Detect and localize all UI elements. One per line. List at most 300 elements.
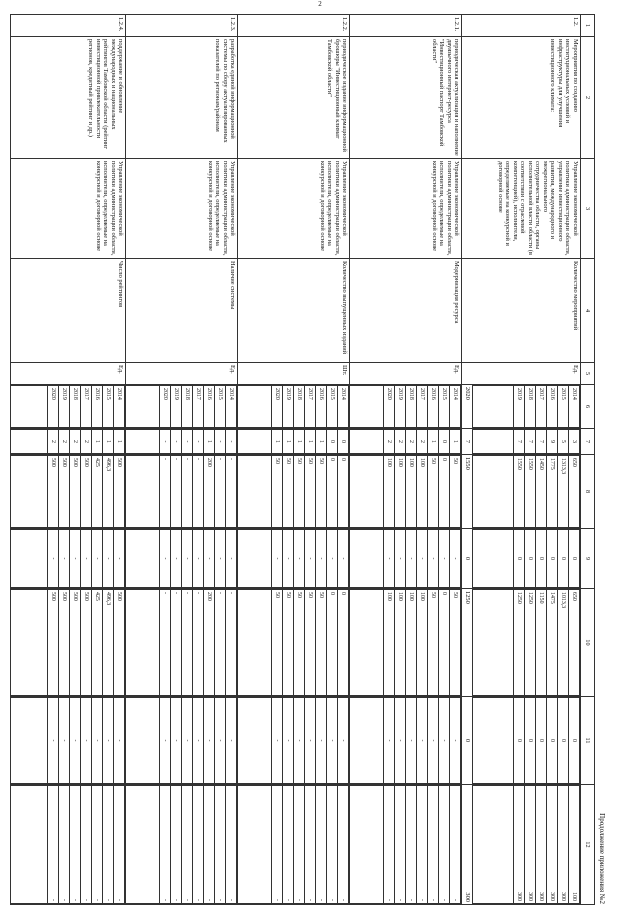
year-line: [81, 456, 92, 528]
value-cell: 50: [428, 590, 439, 696]
year-line: [226, 530, 237, 588]
spacer-cell: [238, 786, 272, 904]
spacer-cell: [350, 786, 384, 904]
year-line: [92, 386, 103, 428]
value-cell: -: [59, 786, 70, 904]
total-indicator: 7: [462, 429, 473, 455]
year-line: [558, 456, 569, 528]
value-cell: 1: [92, 430, 103, 454]
value-cell: 1013,3: [558, 590, 569, 696]
total-funding: [350, 455, 461, 528]
year-line: [272, 590, 283, 696]
value-cell: 5: [558, 430, 569, 454]
year-line: [215, 590, 226, 696]
year-line: [215, 530, 226, 588]
value-cell: -: [81, 530, 92, 588]
value-cell: 0: [439, 456, 450, 528]
value-cell: -: [338, 530, 349, 588]
unit: Ед.: [462, 363, 581, 385]
total-sum: 1550: [462, 455, 473, 529]
value-cell: 200: [204, 456, 215, 528]
value-cell: 300: [558, 786, 569, 904]
spacer-line: [126, 456, 160, 528]
spacer-cell: [126, 456, 160, 528]
year-line: [547, 456, 558, 528]
year-line: [428, 430, 439, 454]
value-cell: 0: [514, 530, 525, 588]
year-cell: 2017: [417, 386, 428, 428]
total-funding: [238, 455, 349, 528]
value-cell: -: [406, 530, 417, 588]
value-cell: -: [70, 786, 81, 904]
year-line: [81, 698, 92, 784]
year-cell: 2016: [92, 386, 103, 428]
value-cell: 1150: [536, 590, 547, 696]
year-line: [305, 590, 316, 696]
value-cell: 2: [81, 430, 92, 454]
year-cell: 2014: [226, 386, 237, 428]
measure-number: 1.2.3.: [126, 15, 238, 37]
year-line: [59, 530, 70, 588]
year-line: [450, 386, 461, 428]
header-number: 6: [581, 385, 595, 429]
year-line: [327, 386, 338, 428]
year-line: [48, 530, 59, 588]
year-line: [283, 386, 294, 428]
value-cell: -: [171, 530, 182, 588]
value-cell: -: [92, 786, 103, 904]
year-line: [439, 430, 450, 454]
year-line: [103, 530, 114, 588]
spacer-cell: [238, 386, 272, 428]
year-line: [428, 590, 439, 696]
spacer-line: [238, 386, 272, 428]
year-line: [283, 530, 294, 588]
spacer-line: [126, 698, 160, 784]
year-line: [272, 386, 283, 428]
value-cell: 650: [569, 590, 580, 696]
year-line: [338, 430, 349, 454]
regional-funding: [473, 589, 580, 696]
value-cell: -: [450, 786, 461, 904]
year-line: [48, 456, 59, 528]
executor: Управление экономической политики администрации области, исполнители, определяемые на конкурсной и договорной основе: [238, 159, 350, 259]
year-line: [215, 456, 226, 528]
value-cell: -: [171, 456, 182, 528]
spacer-cell: [350, 386, 384, 428]
value-cell: -: [439, 786, 450, 904]
value-cell: 50: [428, 456, 439, 528]
year-line: [70, 430, 81, 454]
value-cell: 0: [569, 530, 580, 588]
value-cell: -: [439, 698, 450, 784]
value-cell: 1: [204, 430, 215, 454]
year-line: [226, 698, 237, 784]
spacer-line: [473, 590, 514, 696]
value-cell: 1: [114, 430, 125, 454]
year-line: [114, 698, 125, 784]
value-cell: 1: [294, 430, 305, 454]
year-line: [182, 456, 193, 528]
year-line: [327, 698, 338, 784]
value-cell: -: [204, 530, 215, 588]
value-cell: -: [70, 530, 81, 588]
year-line: [294, 530, 305, 588]
year-line: [536, 786, 547, 904]
value-cell: -: [305, 530, 316, 588]
year-line: [428, 386, 439, 428]
regional-funding: [238, 589, 349, 696]
year-line: [272, 698, 283, 784]
year-cell: 2016: [316, 386, 327, 428]
spacer-cell: [473, 456, 514, 528]
spacer-cell: [473, 530, 514, 588]
year-line: [283, 786, 294, 904]
year-line: [316, 698, 327, 784]
value-cell: 1: [305, 430, 316, 454]
value-cell: -: [171, 698, 182, 784]
year-cell: 2020: [48, 386, 59, 428]
year-line: [272, 456, 283, 528]
value-cell: -: [182, 786, 193, 904]
value-cell: -: [103, 530, 114, 588]
year-line: [569, 430, 580, 454]
other-funding: [473, 785, 580, 904]
spacer-cell: [473, 430, 514, 454]
year-line: [525, 786, 536, 904]
indicator: Количество мероприятий: [462, 259, 581, 363]
year-line: [305, 430, 316, 454]
year-line: [81, 786, 92, 904]
federal-funding: [126, 529, 237, 588]
year-cell: 2017: [536, 386, 547, 428]
spacer-line: [126, 590, 160, 696]
value-cell: 1: [428, 430, 439, 454]
year-line: [182, 430, 193, 454]
year-line: [70, 698, 81, 784]
year-list: [126, 385, 237, 428]
year-line: [305, 386, 316, 428]
value-cell: -: [160, 786, 171, 904]
year-line: [439, 698, 450, 784]
local-funding: [350, 697, 461, 784]
year-line: [384, 590, 395, 696]
value-cell: 100: [384, 456, 395, 528]
value-cell: 1450: [536, 456, 547, 528]
value-cell: -: [439, 530, 450, 588]
year-cell: 2018: [406, 386, 417, 428]
spacer-line: [11, 786, 48, 904]
indicator: Количество выпущенных изданий: [238, 259, 350, 363]
spacer-cell: [11, 430, 48, 454]
value-cell: -: [226, 456, 237, 528]
spacer-cell: [473, 386, 514, 428]
value-cell: -: [305, 698, 316, 784]
year-line: [417, 430, 428, 454]
unit: Ед.: [11, 363, 126, 385]
year-line: [514, 456, 525, 528]
year-line: [193, 456, 204, 528]
year-line: [160, 530, 171, 588]
value-cell: -: [272, 698, 283, 784]
year-line: [428, 698, 439, 784]
spacer-cell: [11, 698, 48, 784]
value-cell: -: [160, 530, 171, 588]
year-line: [59, 786, 70, 904]
year-line: [171, 698, 182, 784]
year-line: [204, 530, 215, 588]
value-cell: 50: [450, 590, 461, 696]
header-number: 3: [581, 159, 595, 259]
year-line: [294, 786, 305, 904]
year-line: [114, 430, 125, 454]
total-local: 0: [462, 697, 473, 785]
spacer-line: [238, 430, 272, 454]
header-numbers-row: [581, 15, 595, 905]
spacer-cell: [473, 590, 514, 696]
regional-funding: [11, 589, 125, 696]
value-cell: -: [193, 786, 204, 904]
spacer-line: [11, 456, 48, 528]
year-cell: 2015: [103, 386, 114, 428]
spacer-cell: [126, 786, 160, 904]
spacer-line: [238, 786, 272, 904]
year-line: [395, 386, 406, 428]
year-line: [193, 590, 204, 696]
value-cell: 500: [114, 456, 125, 528]
regional-funding: [126, 589, 237, 696]
year-line: [182, 786, 193, 904]
year-line: [48, 786, 59, 904]
value-cell: 2: [48, 430, 59, 454]
year-line: [569, 590, 580, 696]
value-cell: -: [48, 530, 59, 588]
value-cell: 500: [59, 456, 70, 528]
value-cell: -: [193, 530, 204, 588]
value-cell: 50: [450, 456, 461, 528]
value-cell: 100: [395, 456, 406, 528]
value-cell: -: [283, 786, 294, 904]
value-cell: -: [182, 430, 193, 454]
value-cell: 0: [536, 698, 547, 784]
year-line: [547, 590, 558, 696]
spacer-cell: [473, 786, 514, 904]
value-cell: -: [215, 698, 226, 784]
spacer-line: [473, 430, 514, 454]
value-cell: 0: [547, 530, 558, 588]
year-line: [327, 786, 338, 904]
value-cell: -: [226, 430, 237, 454]
value-cell: 650: [569, 456, 580, 528]
value-cell: 1550: [525, 456, 536, 528]
value-cell: -: [182, 698, 193, 784]
year-line: [569, 456, 580, 528]
year-line: [59, 386, 70, 428]
year-line: [92, 786, 103, 904]
executor: Управление экономической политики администрации области, управление инвестиционного развития, международного и межрегионального сотрудничества области, органы исполнительной власти области (в соответствии с отраслевой компетенцией), исполнители, определяемые на конкурсной и договорной основе: [462, 159, 581, 259]
year-line: [305, 530, 316, 588]
value-cell: -: [103, 698, 114, 784]
year-cell: 2019: [171, 386, 182, 428]
value-cell: 300: [547, 786, 558, 904]
year-line: [316, 456, 327, 528]
year-line: [547, 530, 558, 588]
year-line: [48, 430, 59, 454]
value-cell: -: [103, 786, 114, 904]
value-cell: -: [316, 698, 327, 784]
measure-row: [350, 15, 462, 905]
value-cell: 7: [525, 430, 536, 454]
spacer-cell: [350, 590, 384, 696]
year-line: [384, 456, 395, 528]
year-line: [81, 590, 92, 696]
value-cell: -: [417, 786, 428, 904]
year-line: [395, 530, 406, 588]
year-line: [81, 430, 92, 454]
year-line: [272, 786, 283, 904]
value-cell: 500: [114, 590, 125, 696]
value-cell: 0: [338, 430, 349, 454]
value-cell: -: [395, 698, 406, 784]
federal-funding: [350, 529, 461, 588]
value-cell: -: [384, 786, 395, 904]
regional-funding: [350, 589, 461, 696]
year-line: [439, 386, 450, 428]
executor: Управление экономической политики администрации области, исполнители, определяемые на конкурсной и договорной основе: [11, 159, 126, 259]
year-line: [406, 430, 417, 454]
measure-name: периодическое издание информационной брошюры "Инвестиционный климат Тамбовской области": [238, 37, 350, 159]
year-line: [558, 430, 569, 454]
header-number: 10: [581, 589, 595, 697]
spacer-line: [473, 698, 514, 784]
spacer-line: [350, 530, 384, 588]
value-cell: -: [70, 698, 81, 784]
value-cell: 50: [294, 590, 305, 696]
total-year: 2020: [462, 385, 473, 429]
year-line: [547, 698, 558, 784]
year-line: [338, 530, 349, 588]
value-cell: -: [272, 530, 283, 588]
year-line: [103, 786, 114, 904]
year-line: [514, 590, 525, 696]
other-funding: [350, 785, 461, 904]
value-cell: 500: [48, 590, 59, 696]
year-line: [406, 786, 417, 904]
year-line: [204, 386, 215, 428]
value-cell: -: [226, 590, 237, 696]
value-cell: -: [428, 698, 439, 784]
year-line: [395, 786, 406, 904]
year-line: [215, 386, 226, 428]
value-cell: -: [92, 698, 103, 784]
year-line: [81, 386, 92, 428]
value-cell: 425: [92, 590, 103, 696]
value-cell: 500: [59, 590, 70, 696]
year-line: [193, 430, 204, 454]
value-cell: -: [171, 430, 182, 454]
year-line: [226, 386, 237, 428]
year-cell: 2014: [569, 386, 580, 428]
year-line: [103, 386, 114, 428]
year-line: [338, 590, 349, 696]
spacer-line: [11, 430, 48, 454]
measure-number: 1.2.1.: [350, 15, 462, 37]
value-cell: 1: [272, 430, 283, 454]
year-line: [204, 786, 215, 904]
measure-name: периодическая актуализация и наполнение двуязычного интернет-ресурса "Инвестиционный паспорт Тамбовской области": [350, 37, 462, 159]
header-number: 8: [581, 455, 595, 529]
value-cell: -: [92, 530, 103, 588]
value-cell: 50: [305, 456, 316, 528]
value-cell: -: [226, 530, 237, 588]
year-cell: 2019: [395, 386, 406, 428]
spacer-cell: [126, 386, 160, 428]
value-cell: 0: [327, 430, 338, 454]
value-cell: -: [114, 786, 125, 904]
spacer-line: [238, 530, 272, 588]
value-cell: -: [114, 530, 125, 588]
program-measures-table: [10, 14, 595, 905]
year-line: [294, 590, 305, 696]
year-line: [439, 786, 450, 904]
year-cell: 2015: [558, 386, 569, 428]
value-cell: -: [59, 698, 70, 784]
value-cell: 2: [59, 430, 70, 454]
year-cell: 2014: [338, 386, 349, 428]
year-line: [384, 386, 395, 428]
year-line: [558, 590, 569, 696]
year-line: [305, 456, 316, 528]
value-cell: 50: [283, 456, 294, 528]
year-line: [59, 590, 70, 696]
year-list: [11, 385, 125, 428]
year-line: [384, 430, 395, 454]
value-cell: -: [81, 786, 92, 904]
measure-name: поддержание и обновление международных и национальных рейтингов Тамбовской области (рейтинг инвестиционной привлекательности регионов, кредитный рейтинг и др.): [11, 37, 126, 159]
value-cell: -: [59, 530, 70, 588]
value-cell: 300: [525, 786, 536, 904]
value-cell: -: [428, 530, 439, 588]
year-line: [547, 386, 558, 428]
value-cell: 0: [327, 456, 338, 528]
value-cell: -: [215, 456, 226, 528]
value-cell: -: [428, 786, 439, 904]
year-line: [395, 430, 406, 454]
value-cell: 2: [406, 430, 417, 454]
value-cell: -: [48, 786, 59, 904]
spacer-line: [350, 386, 384, 428]
value-cell: -: [81, 698, 92, 784]
value-cell: 0: [558, 530, 569, 588]
spacer-line: [11, 386, 48, 428]
value-cell: 100: [395, 590, 406, 696]
year-line: [193, 786, 204, 904]
year-line: [160, 698, 171, 784]
year-line: [536, 698, 547, 784]
year-line: [569, 786, 580, 904]
value-cell: -: [406, 786, 417, 904]
federal-funding: [238, 529, 349, 588]
spacer-cell: [126, 698, 160, 784]
year-cell: 2014: [450, 386, 461, 428]
year-line: [92, 590, 103, 696]
year-line: [193, 530, 204, 588]
year-line: [48, 386, 59, 428]
value-cell: -: [215, 530, 226, 588]
value-cell: 0: [569, 698, 580, 784]
year-line: [428, 786, 439, 904]
year-cell: 2019: [59, 386, 70, 428]
